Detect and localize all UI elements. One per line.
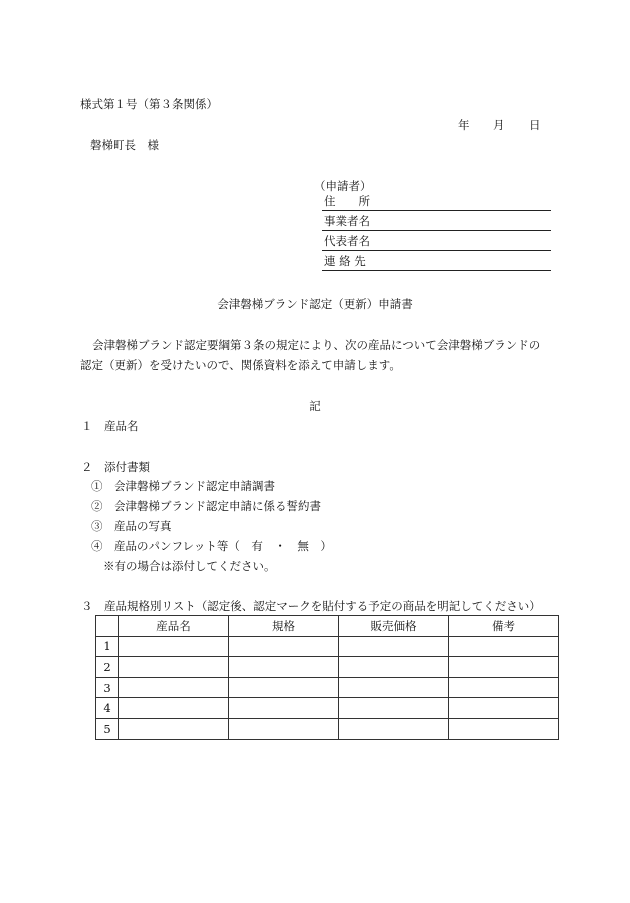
- address-field[interactable]: [322, 195, 551, 211]
- form-number: 様式第１号（第３条関係）: [80, 97, 218, 111]
- product-name-cell[interactable]: [119, 657, 229, 678]
- table-header-row: [96, 616, 559, 637]
- date-year: 年: [458, 118, 470, 132]
- remarks-cell[interactable]: [449, 657, 559, 678]
- date-day: 日: [529, 118, 541, 132]
- price-cell[interactable]: [339, 718, 449, 739]
- remarks-cell[interactable]: [449, 636, 559, 657]
- representative-label: 代表者名: [324, 234, 370, 248]
- applicant-label: （申請者）: [314, 179, 372, 193]
- column-header: 産品名: [119, 616, 229, 637]
- row-number: 5: [96, 718, 119, 739]
- attachment-item: ③ 産品の写真: [91, 519, 172, 533]
- attachment-item: ④ 産品のパンフレット等（ 有 ・ 無 ）: [91, 539, 332, 553]
- date-month: 月: [493, 118, 505, 132]
- contact-label: 連 絡 先: [324, 254, 366, 268]
- section-product-name: １ 産品名: [81, 419, 139, 433]
- table-row: [96, 718, 559, 739]
- remarks-cell[interactable]: [449, 698, 559, 719]
- product-name-cell[interactable]: [119, 636, 229, 657]
- table-row: [96, 636, 559, 657]
- attachment-item: ② 会津磐梯ブランド認定申請に係る誓約書: [91, 499, 321, 513]
- row-number: 1: [96, 636, 119, 657]
- price-cell[interactable]: [339, 636, 449, 657]
- price-cell[interactable]: [339, 657, 449, 678]
- address-label: 住 所: [324, 194, 370, 208]
- spec-cell[interactable]: [229, 677, 339, 698]
- document-title: 会津磐梯ブランド認定（更新）申請書: [217, 297, 413, 311]
- table-row: [96, 657, 559, 678]
- ki-heading: 記: [309, 399, 321, 413]
- table-row: [96, 677, 559, 698]
- table-row: [96, 698, 559, 719]
- column-header: 備考: [449, 616, 559, 637]
- business-name-label: 事業者名: [324, 214, 370, 228]
- representative-field[interactable]: [322, 235, 551, 251]
- section-product-list: ３ 産品規格別リスト（認定後、認定マークを貼付する予定の商品を明記してください）: [81, 599, 541, 613]
- price-cell[interactable]: [339, 698, 449, 719]
- section-attachments: ２ 添付書類: [81, 460, 150, 474]
- price-cell[interactable]: [339, 677, 449, 698]
- column-header: [96, 616, 119, 637]
- attachment-note: ※有の場合は添付してください。: [103, 559, 276, 573]
- row-number: 2: [96, 657, 119, 678]
- remarks-cell[interactable]: [449, 677, 559, 698]
- attachment-item: ① 会津磐梯ブランド認定申請調書: [91, 479, 275, 493]
- business-name-field[interactable]: [322, 215, 551, 231]
- body-line-1: 会津磐梯ブランド認定要綱第３条の規定により、次の産品について会津磐梯ブランドの: [92, 338, 541, 352]
- spec-cell[interactable]: [229, 718, 339, 739]
- row-number: 4: [96, 698, 119, 719]
- contact-field[interactable]: [322, 255, 551, 271]
- addressee: 磐梯町長 様: [90, 138, 159, 152]
- product-name-cell[interactable]: [119, 677, 229, 698]
- body-line-2: 認定（更新）を受けたいので、関係資料を添えて申請します。: [80, 358, 401, 372]
- row-number: 3: [96, 677, 119, 698]
- spec-cell[interactable]: [229, 657, 339, 678]
- product-name-cell[interactable]: [119, 698, 229, 719]
- spec-cell[interactable]: [229, 636, 339, 657]
- column-header: 規格: [229, 616, 339, 637]
- product-list-table: [95, 615, 559, 740]
- remarks-cell[interactable]: [449, 718, 559, 739]
- column-header: 販売価格: [339, 616, 449, 637]
- product-name-cell[interactable]: [119, 718, 229, 739]
- spec-cell[interactable]: [229, 698, 339, 719]
